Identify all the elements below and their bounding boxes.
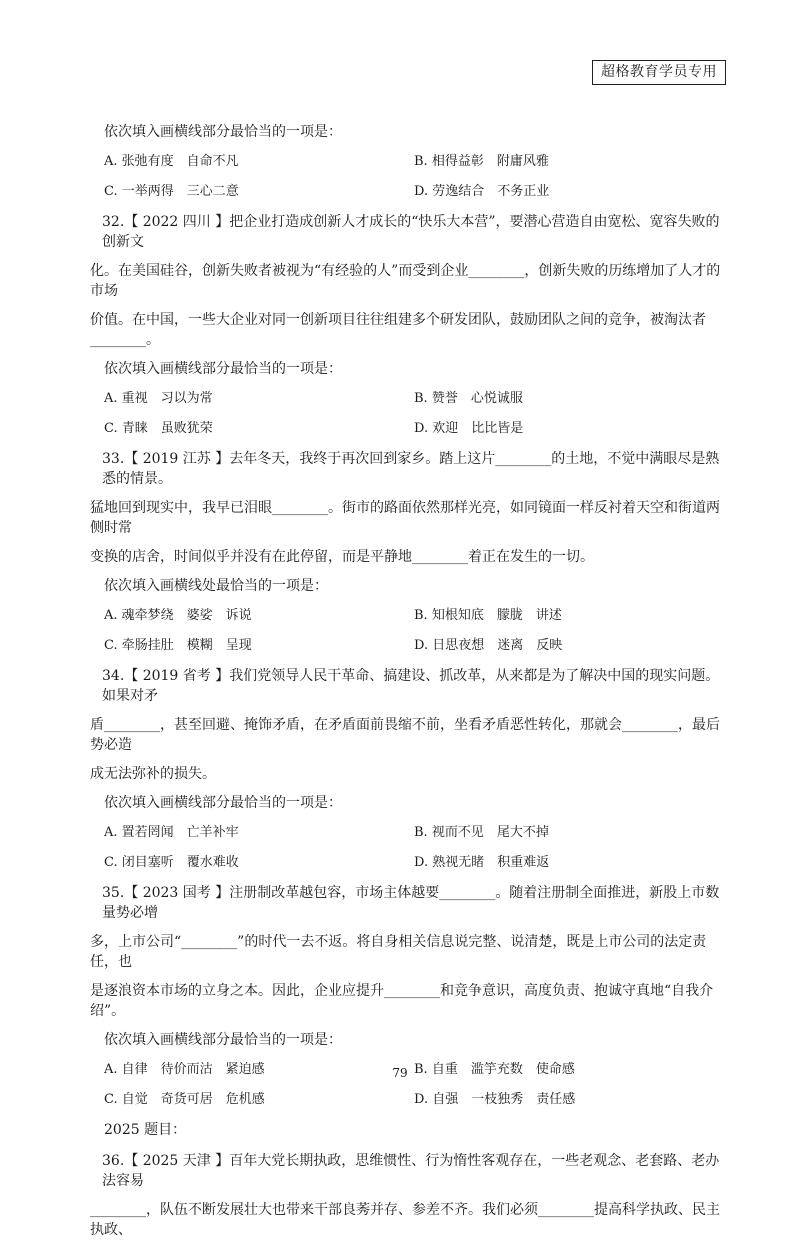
question-prompt: 依次填入画横线部分最恰当的一项是： [104, 361, 342, 377]
option-a: A. 自律 待价而沽 紧迫感 [104, 1062, 265, 1077]
option-c: C. 青睐 虽败犹荣 [104, 421, 213, 436]
question-35-line: 多，上市公司“________”的时代一去不返。将自身相关信息说完整、说清楚，既是上市公司的法定责任，也 [90, 934, 707, 970]
question-32-line: 价值。在中国，一些大企业对同一创新项目往往组建多个研发团队，鼓励团队之间的竞争，被淘汰者________。 [90, 312, 706, 348]
options-q33 [104, 607, 726, 655]
question-35-line: 35.【 2023 国考 】注册制改革越包容，市场主体越要________。随着注册制全面推进，新股上市数量势必增 [102, 885, 720, 921]
question-33-line: 变换的店舍，时间似乎并没有在此停留，而是平静地________着正在发生的一切。 [90, 549, 594, 565]
question-33 [90, 449, 726, 567]
question-34-line: 34.【 2019 省考 】我们党领导人民干革命、搞建设、抓改革，从来都是为了解决中国的现实问题。如果对矛 [102, 668, 720, 704]
option-b: B. 知根知底 朦胧 讲述 [414, 608, 562, 623]
question-prompt: 依次填入画横线部分最恰当的一项是： [104, 124, 342, 140]
question-36 [90, 1151, 726, 1240]
option-a: A. 重视 习以为常 [104, 391, 213, 406]
page-number: 79 [392, 1066, 408, 1080]
question-33-line: 33.【 2019 江苏 】去年冬天，我终于再次回到家乡。踏上这片________的土地，不觉中满眼尽是熟悉的情景。 [102, 451, 720, 487]
question-35 [90, 883, 726, 1021]
question-36-line: ________，队伍不断发展壮大也带来干部良莠并存、参差不齐。我们必须________提高科学执政、民主执政、 [90, 1202, 720, 1238]
question-34-line: 盾________，甚至回避、掩饰矛盾，在矛盾面前畏缩不前，坐看矛盾恶性转化，那就会________，最后势必造 [90, 717, 720, 753]
option-d: D. 熟视无睹 积重难返 [414, 855, 550, 870]
options-q32 [104, 390, 726, 438]
question-32 [90, 212, 726, 350]
option-b: B. 视而不见 尾大不掉 [414, 825, 549, 840]
option-c: C. 闭目塞听 覆水难收 [104, 855, 239, 870]
options-q34 [104, 824, 726, 872]
option-a: A. 张弛有度 自命不凡 [104, 154, 239, 169]
option-d: D. 自强 一枝独秀 责任感 [414, 1092, 576, 1107]
option-d: D. 欢迎 比比皆是 [414, 421, 524, 436]
option-c: C. 牵肠挂肚 模糊 呈现 [104, 638, 252, 653]
option-b: B. 相得益彰 附庸风雅 [414, 154, 549, 169]
question-34-line: 成无法弥补的损失。 [90, 766, 216, 782]
option-c: C. 自觉 奇货可居 危机感 [104, 1092, 265, 1107]
option-b: B. 赞誉 心悦诚服 [414, 391, 523, 406]
question-33-line: 猛地回到现实中，我早已泪眼________。街市的路面依然那样光亮，如同镜面一样反衬着天空和街道两侧时常 [90, 500, 720, 536]
student-use-stamp: 超格教育学员专用 [592, 60, 726, 85]
option-d: D. 日思夜想 迷离 反映 [414, 638, 563, 653]
question-35-line: 是逐浪资本市场的立身之本。因此，企业应提升________和竞争意识，高度负责、抱诚守真地“自我介绍”。 [90, 983, 714, 1019]
option-c: C. 一举两得 三心二意 [104, 184, 239, 199]
question-32-line: 32.【 2022 四川 】把企业打造成创新人才成长的“快乐大本营”，要潜心营造自由宽松、宽容失败的创新文 [102, 214, 720, 250]
question-34 [90, 666, 726, 784]
question-32-line: 化。在美国硅谷，创新失败者被视为“有经验的人”而受到企业________，创新失败的历练增加了人才的市场 [90, 263, 721, 299]
section-heading: 2025 题目： [104, 1122, 187, 1138]
options-q31 [104, 153, 726, 201]
option-d: D. 劳逸结合 不务正业 [414, 184, 550, 199]
question-36-line: 36.【 2025 天津 】百年大党长期执政，思维惯性、行为惰性客观存在，一些老观念、老套路、老办法容易 [102, 1153, 720, 1189]
question-prompt: 依次填入画横线处最恰当的一项是： [104, 578, 328, 594]
option-b: B. 自重 滥竽充数 使命感 [414, 1062, 575, 1077]
question-prompt: 依次填入画横线部分最恰当的一项是： [104, 1032, 342, 1048]
option-a: A. 魂牵梦绕 婆娑 诉说 [104, 608, 252, 623]
option-a: A. 置若罔闻 亡羊补牢 [104, 825, 239, 840]
question-prompt: 依次填入画横线部分最恰当的一项是： [104, 795, 342, 811]
